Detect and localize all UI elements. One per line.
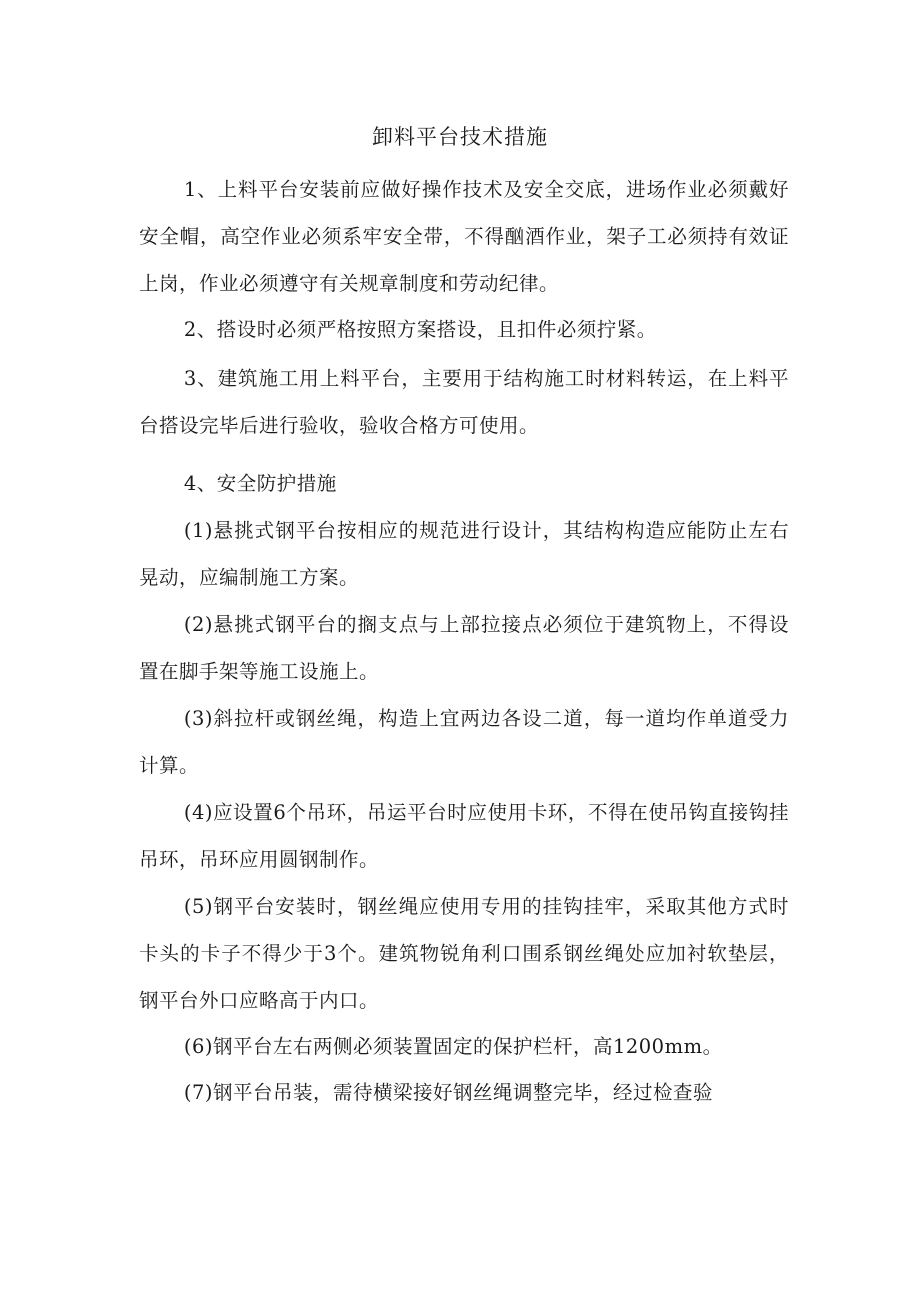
measure-item-3: (3)斜拉杆或钢丝绳，构造上宜两边各设二道，每一道均作单道受力计算。 — [139, 707, 789, 777]
paragraph-3-acceptance: 3、建筑施工用上料平台，主要用于结构施工时材料转运，在上料平台搭设完毕后进行验收，验收合格方可使用。 — [139, 367, 789, 437]
measure-item-5: (5)钢平台安装时，钢丝绳应使用专用的挂钩挂牢，采取其他方式时卡头的卡子不得少于3个。建筑物锐角利口围系钢丝绳处应加衬软垫层，钢平台外口应略高于内口。 — [139, 895, 789, 1012]
measure-item-2: (2)悬挑式钢平台的搁支点与上部拉接点必须位于建筑物上，不得设置在脚手架等施工设施上。 — [139, 613, 789, 683]
measure-item-6: (6)钢平台左右两侧必须装置固定的保护栏杆，高1200mm。 — [183, 1035, 723, 1058]
section-heading-safety-measures: 4、安全防护措施 — [183, 472, 337, 495]
paragraph-2-erection: 2、搭设时必须严格按照方案搭设，且扣件必须拧紧。 — [183, 318, 657, 341]
document-title: 卸料平台技术措施 — [372, 125, 548, 149]
measure-item-7: (7)钢平台吊装，需待横梁接好钢丝绳调整完毕，经过检查验 — [183, 1081, 713, 1104]
measure-item-4: (4)应设置6个吊环，吊运平台时应使用卡环，不得在使吊钩直接钩挂吊环，吊环应用圆钢制作。 — [139, 801, 789, 871]
paragraph-1-safety-briefing: 1、上料平台安装前应做好操作技术及安全交底，进场作业必须戴好安全帽，高空作业必须系牢安全带，不得酗酒作业，架子工必须持有效证上岗，作业必须遵守有关规章制度和劳动纪律。 — [139, 178, 789, 295]
measure-item-1: (1)悬挑式钢平台按相应的规范进行设计，其结构构造应能防止左右晃动，应编制施工方案。 — [139, 519, 789, 589]
